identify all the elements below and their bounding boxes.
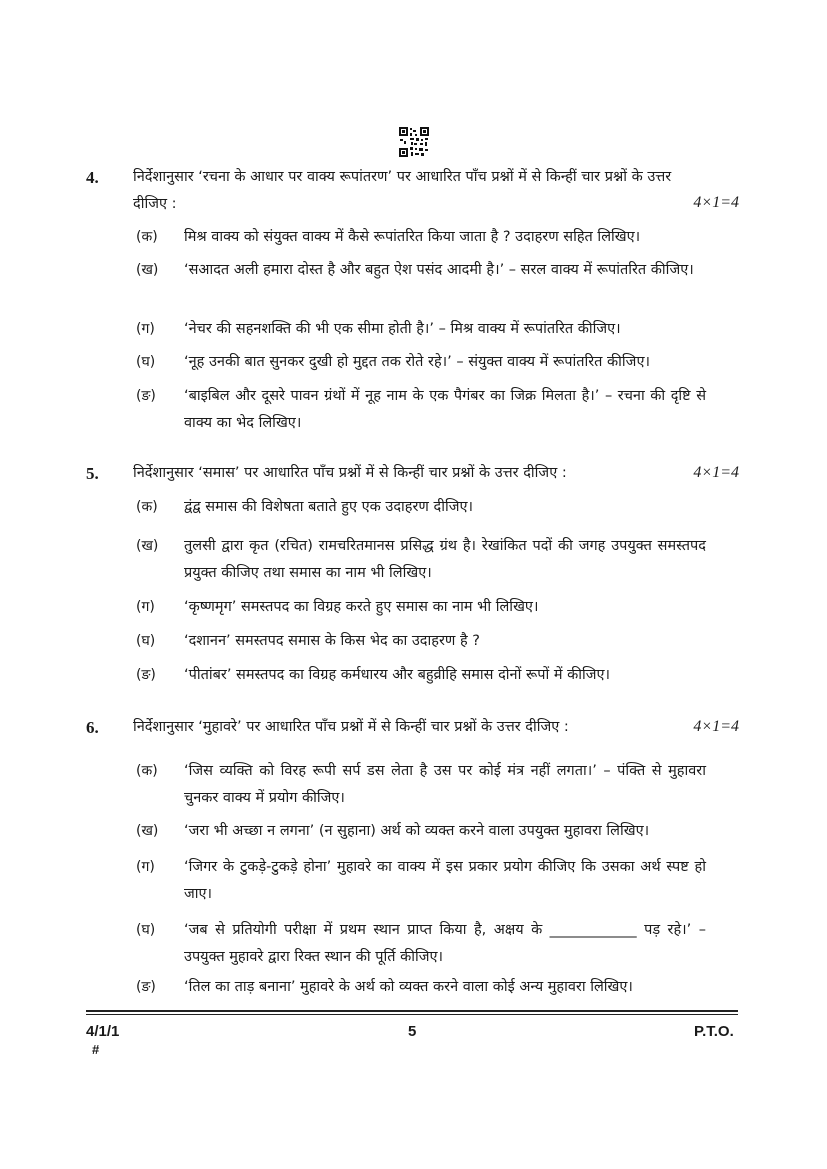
part-label: (ग) [136, 859, 155, 875]
part-text: ‘जब से प्रतियोगी परीक्षा में प्रथम स्थान प्राप्त किया है, अक्षय के ____________ पड़ रहे।’ – उपयुक्त मुहावरे द्वारा रिक्त स्थान की पूर्ति कीजिए। [184, 922, 706, 965]
hash-mark: # [92, 1042, 100, 1057]
question-number: 5. [86, 464, 99, 483]
part-label: (क) [136, 229, 158, 245]
part-label: (ग) [136, 321, 155, 337]
part-text: ‘तिल का ताड़ बनाना’ मुहावरे के अर्थ को व्यक्त करने वाला कोई अन्य मुहावरा लिखिए। [184, 979, 633, 995]
marks-label: 4×1=4 [693, 194, 739, 211]
marks-label: 4×1=4 [693, 718, 739, 735]
question-instruction: निर्देशानुसार ‘रचना के आधार पर वाक्य रूपांतरण’ पर आधारित पाँच प्रश्नों में से किन्हीं चार प्रश्नों के उत्तर दीजिए : [133, 169, 672, 212]
question-instruction: निर्देशानुसार ‘मुहावरे’ पर आधारित पाँच प्रश्नों में से किन्हीं चार प्रश्नों के उत्तर दीजिए : [133, 719, 569, 735]
question-instruction: निर्देशानुसार ‘समास’ पर आधारित पाँच प्रश्नों में से किन्हीं चार प्रश्नों के उत्तर दीजिए : [133, 465, 567, 481]
part-label: (ङ) [136, 388, 156, 404]
question-number: 6. [86, 718, 99, 737]
qr-code-icon [399, 127, 429, 157]
part-label: (घ) [136, 354, 156, 370]
part-text: ‘सआदत अली हमारा दोस्त है और बहुत ऐश पसंद आदमी है।’ – सरल वाक्य में रूपांतरित कीजिए। [184, 262, 694, 278]
footer-divider-thin [86, 1014, 738, 1015]
part-label: (क) [136, 499, 158, 515]
part-label: (घ) [136, 922, 156, 938]
part-text: ‘जिगर के टुकड़े-टुकड़े होना’ मुहावरे का वाक्य में इस प्रकार प्रयोग कीजिए कि उसका अर्थ स्पष्ट हो जाए। [184, 859, 706, 902]
part-label: (ख) [136, 823, 159, 839]
part-label: (ङ) [136, 667, 156, 683]
part-text: द्वंद्व समास की विशेषता बताते हुए एक उदाहरण दीजिए। [184, 499, 473, 515]
part-text: ‘बाइबिल और दूसरे पावन ग्रंथों में नूह नाम के एक पैगंबर का जिक्र मिलता है।’ – रचना की दृष्टि से वाक्य का भेद लिखिए। [184, 388, 706, 431]
marks-label: 4×1=4 [693, 464, 739, 481]
part-text: ‘दशानन’ समस्तपद समास के किस भेद का उदाहरण है ? [184, 633, 480, 649]
part-text: मिश्र वाक्य को संयुक्त वाक्य में कैसे रूपांतरित किया जाता है ? उदाहरण सहित लिखिए। [184, 229, 641, 245]
part-text: ‘जिस व्यक्ति को विरह रूपी सर्प डस लेता है उस पर कोई मंत्र नहीं लगता।’ – पंक्ति से मुहावरा चुनकर वाक्य में प्रयोग कीजिए। [184, 763, 706, 806]
part-label: (ख) [136, 538, 159, 554]
footer-divider [86, 1010, 738, 1012]
part-label: (ङ) [136, 979, 156, 995]
part-label: (ख) [136, 262, 159, 278]
part-text: तुलसी द्वारा कृत (रचित) रामचरितमानस प्रसिद्ध ग्रंथ है। रेखांकित पदों की जगह उपयुक्त समस्तपद प्रयुक्त कीजिए तथा समास का नाम भी लिखिए। [184, 538, 706, 581]
part-label: (घ) [136, 633, 156, 649]
part-text: ‘नेचर की सहनशक्ति की भी एक सीमा होती है।’ – मिश्र वाक्य में रूपांतरित कीजिए। [184, 321, 621, 337]
paper-code: 4/1/1 [86, 1023, 120, 1040]
pto-label: P.T.O. [694, 1023, 734, 1040]
part-label: (ग) [136, 599, 155, 615]
part-text: ‘नूह उनकी बात सुनकर दुखी हो मुद्दत तक रोते रहे।’ – संयुक्त वाक्य में रूपांतरित कीजिए। [184, 354, 650, 370]
part-text: ‘जरा भी अच्छा न लगना’ (न सुहाना) अर्थ को व्यक्त करने वाला उपयुक्त मुहावरा लिखिए। [184, 823, 650, 839]
part-label: (क) [136, 763, 158, 779]
question-number: 4. [86, 168, 99, 187]
page-number: 5 [408, 1023, 417, 1040]
part-text: ‘कृष्णमृग’ समस्तपद का विग्रह करते हुए समास का नाम भी लिखिए। [184, 599, 539, 615]
part-text: ‘पीतांबर’ समस्तपद का विग्रह कर्मधारय और बहुव्रीहि समास दोनों रूपों में कीजिए। [184, 667, 611, 683]
